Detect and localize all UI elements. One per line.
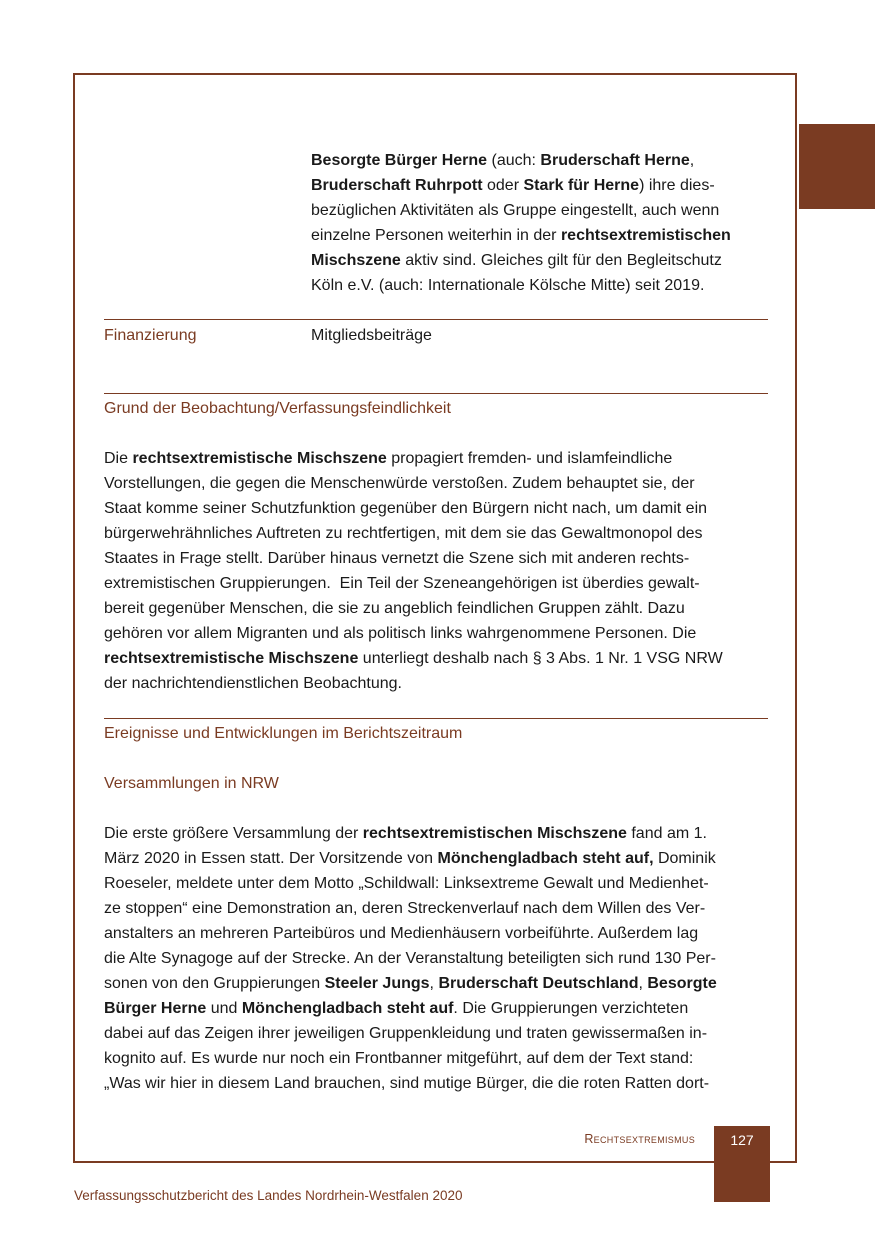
text-line: März 2020 in Essen statt. Der Vorsitzende von Mönchengladbach steht auf, Dominik [104, 850, 716, 867]
running-head-text: Rechtsextremismus [584, 1132, 695, 1146]
versammlungen-subheading: Versammlungen in NRW [104, 775, 279, 792]
text-line: kognito auf. Es wurde nur noch ein Frontbanner mitgeführt, auf dem der Text stand: [104, 1050, 694, 1067]
text-line: dabei auf das Zeigen ihrer jeweiligen Gruppenkleidung und traten gewissermaßen in- [104, 1025, 708, 1042]
text-line: „Was wir hier in diesem Land brauchen, sind mutige Bürger, die die roten Ratten dort- [104, 1075, 710, 1092]
text-line: Bürger Herne und Mönchengladbach steht auf. Die Gruppierungen verzichteten [104, 1000, 689, 1017]
text-line: bereit gegenüber Menschen, die sie zu angeblich feindlichen Gruppen zählt. Dazu [104, 600, 685, 617]
finanzierung-label: Finanzierung [104, 327, 197, 344]
grund-paragraph [104, 446, 774, 696]
chapter-tab-marker [799, 124, 875, 209]
text-line: Roeseler, meldete unter dem Motto „Schildwall: Linksextreme Gewalt und Medienhet- [104, 875, 709, 892]
text-line: extremistischen Gruppierungen. Ein Teil der Szeneangehörigen ist überdies gewalt- [104, 575, 700, 592]
text-line: bürgerwehrähnliches Auftreten zu rechtfertigen, mit dem sie das Gewaltmonopol des [104, 525, 703, 542]
text-line: Mischszene aktiv sind. Gleiches gilt für den Begleitschutz [311, 252, 722, 269]
section-divider [104, 718, 768, 719]
text-line: Vorstellungen, die gegen die Menschenwürde verstoßen. Zudem behauptet sie, der [104, 475, 695, 492]
text-line: ze stoppen“ eine Demonstration an, deren Streckenverlauf nach dem Willen des Ver- [104, 900, 706, 917]
text-line: Die erste größere Versammlung der rechtsextremistischen Mischszene fand am 1. [104, 825, 707, 842]
text-line: Die rechtsextremistische Mischszene propagiert fremden- und islamfeindliche [104, 450, 673, 467]
text-line: rechtsextremistische Mischszene unterliegt deshalb nach § 3 Abs. 1 Nr. 1 VSG NRW [104, 650, 723, 667]
text-line: der nachrichtendienstlichen Beobachtung. [104, 675, 402, 692]
text-line: Köln e.V. (auch: Internationale Kölsche Mitte) seit 2019. [311, 277, 705, 294]
text-line: Staates in Frage stellt. Darüber hinaus vernetzt die Szene sich mit anderen rechts- [104, 550, 690, 567]
continued-paragraph [311, 148, 771, 298]
text-line: gehören vor allem Migranten und als politisch links wahrgenommene Personen. Die [104, 625, 697, 642]
finanzierung-value: Mitgliedsbeiträge [311, 327, 432, 344]
text-line: Besorgte Bürger Herne (auch: Bruderschaft Herne, [311, 152, 695, 169]
ereignisse-paragraph [104, 821, 774, 1096]
running-head [584, 1132, 695, 1146]
text-line: bezüglichen Aktivitäten als Gruppe eingestellt, auch wenn [311, 202, 720, 219]
text-line: Staat komme seiner Schutzfunktion gegenüber den Bürgern nicht nach, um damit ein [104, 500, 708, 517]
grund-heading: Grund der Beobachtung/Verfassungsfeindlichkeit [104, 400, 451, 417]
footer-title: Verfassungsschutzbericht des Landes Nordrhein-Westfalen 2020 [74, 1188, 463, 1203]
text-line: sonen von den Gruppierungen Steeler Jungs, Bruderschaft Deutschland, Besorgte [104, 975, 717, 992]
page-number: 127 [730, 1132, 754, 1148]
text-line: die Alte Synagoge auf der Strecke. An der Veranstaltung beteiligten sich rund 130 Per- [104, 950, 716, 967]
text-line: einzelne Personen weiterhin in der rechtsextremistischen [311, 227, 731, 244]
ereignisse-heading: Ereignisse und Entwicklungen im Berichtszeitraum [104, 725, 463, 742]
text-line: Bruderschaft Ruhrpott oder Stark für Herne) ihre dies- [311, 177, 715, 194]
section-divider [104, 393, 768, 394]
section-divider [104, 319, 768, 320]
text-line: anstalters an mehreren Parteibüros und Medienhäusern vorbeiführte. Außerdem lag [104, 925, 699, 942]
